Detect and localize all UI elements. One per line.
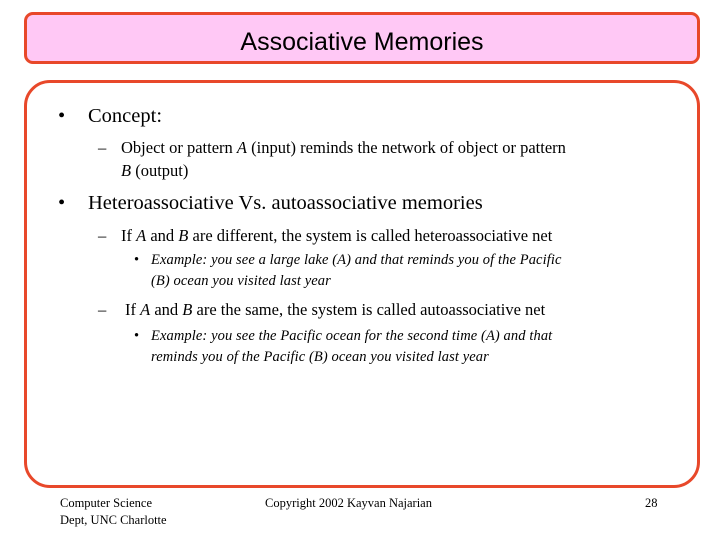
sub-bullet-line: Object or pattern A (input) reminds the network of object or pattern	[121, 138, 566, 157]
example-marker: •	[134, 328, 140, 344]
example-line: (B) ocean you visited last year	[151, 273, 331, 289]
slide-title: Associative Memories	[240, 28, 484, 56]
dash-marker: –	[98, 138, 107, 157]
dash-marker: –	[98, 300, 107, 319]
example-line: Example: you see the Pacific ocean for the second time (A) and that	[151, 328, 553, 344]
bullet-label: Concept:	[88, 105, 163, 127]
example-line: Example: you see a large lake (A) and that reminds you of the Pacific	[151, 252, 562, 268]
example-marker: •	[134, 252, 140, 268]
footer-copyright: Copyright 2002 Kayvan Najarian	[265, 496, 432, 510]
sub-bullet-line: If A and B are different, the system is called heteroassociative net	[121, 226, 553, 245]
bullet-marker: •	[58, 192, 66, 214]
title-box	[24, 12, 700, 64]
footer-dept-line: Dept, UNC Charlotte	[60, 513, 167, 527]
sub-bullet-line: If A and B are the same, the system is called autoassociative net	[125, 300, 546, 319]
dash-marker: –	[98, 226, 107, 245]
sub-bullet-line: B (output)	[121, 161, 189, 180]
bullet-marker: •	[58, 105, 66, 127]
bullet-label: Heteroassociative Vs. autoassociative memories	[88, 192, 483, 214]
footer-dept-line: Computer Science	[60, 496, 152, 510]
example-line: reminds you of the Pacific (B) ocean you visited last year	[151, 349, 489, 365]
footer-page-number: 28	[645, 496, 658, 510]
footer-department	[60, 496, 167, 528]
